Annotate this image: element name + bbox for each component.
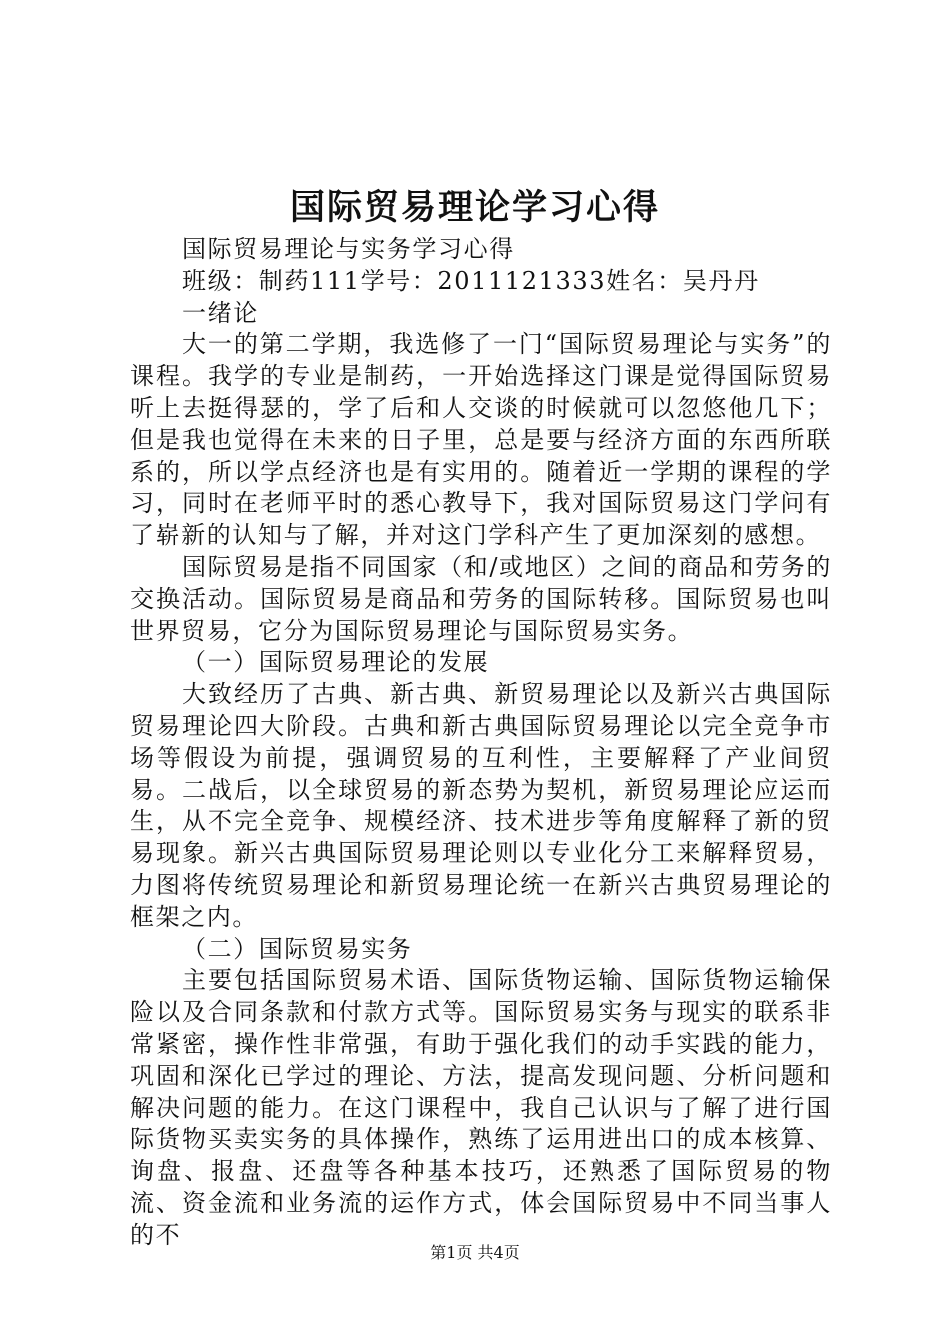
subtitle-paragraph: 国际贸易理论与实务学习心得 [182, 235, 515, 263]
body-paragraph: 大致经历了古典、新古典、新贸易理论以及新兴古典国际贸易理论四大阶段。古典和新古典国际贸易理论以完全竞争市场等假设为前提，强调贸易的互利性，主要解释了产业间贸易。二战后，以全球贸易的新态势为契机，新贸易理论应运而生，从不完全竞争、规模经济、技术进步等角度解释了新的贸易现象。新兴古典国际贸易理论则以专业化分工来解释贸易，力图将传统贸易理论和新贸易理论统一在新兴古典贸易理论的框架之内。 [130, 680, 832, 931]
body-paragraph: 主要包括国际贸易术语、国际货物运输、国际货物运输保险以及合同条款和付款方式等。国际贸易实务与现实的联系非常紧密，操作性非常强，有助于强化我们的动手实践的能力，巩固和深化已学过的理论、方法，提高发现问题、分析问题和解决问题的能力。在这门课程中，我自己认识与了解了进行国际货物买卖实务的具体操作，熟练了运用进出口的成本核算、询盘、报盘、还盘等各种基本技巧，还熟悉了国际贸易的物流、资金流和业务流的运作方式，体会国际贸易中不同当事人的不 [130, 966, 832, 1249]
subsection-heading-practice: （二）国际贸易实务 [182, 934, 413, 963]
page-number-footer: 第1页 共4页 [430, 1243, 520, 1262]
body-paragraph: 国际贸易是指不同国家（和/或地区）之间的商品和劳务的交换活动。国际贸易是商品和劳务的国际转移。国际贸易也叫世界贸易，它分为国际贸易理论与国际贸易实务。 [130, 552, 832, 645]
document-body [130, 234, 832, 1252]
section-heading-introduction: 一绪论 [182, 298, 259, 327]
subsection-heading-theory: （一）国际贸易理论的发展 [182, 648, 490, 677]
body-paragraph: 大一的第二学期，我选修了一门“国际贸易理论与实务”的课程。我学的专业是制药，一开始选择这门课是觉得国际贸易听上去挺得瑟的，学了后和人交谈的时候就可以忽悠他几下；但是我也觉得在未来的日子里，总是要与经济方面的东西所联系的，所以学点经济也是有实用的。随着近一学期的课程的学习，同时在老师平时的悉心教导下，我对国际贸易这门学问有了崭新的认知与了解，并对这门学科产生了更加深刻的感想。 [130, 330, 832, 550]
student-info-paragraph: 班级：制药111学号：2011121333姓名：吴丹丹 [182, 266, 760, 295]
document-title: 国际贸易理论学习心得 [289, 187, 660, 228]
